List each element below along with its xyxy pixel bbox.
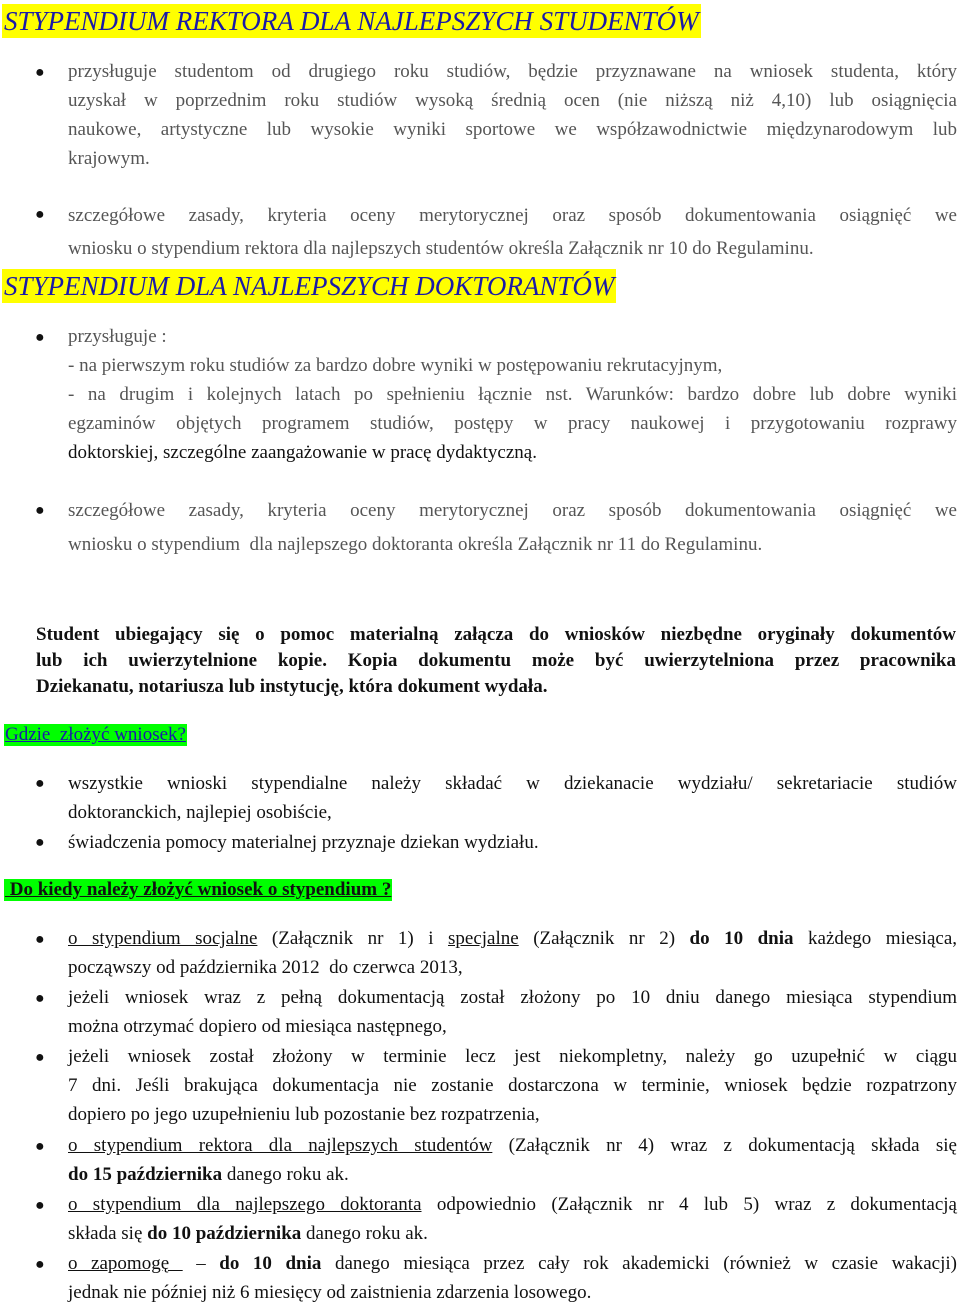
bullet-icon: ● xyxy=(35,206,45,223)
bullet-icon: ● xyxy=(35,1138,45,1155)
paragraph-doctoral-eligibility: przysługuje : - na pierwszym roku studiów za bardzo dobre wyniki w postępowaniu rekrutacyjnym, - na drugim i kolejnych latach po spełnieniu łącznie nst. Warunków: bardzo dobre lub dobre wyniki egzaminów objętych programem studiów, postępy w pracy naukowej i przygotowaniu rozprawy doktorskiej, szczególne zaangażowanie w pracę dydaktyczną. xyxy=(68,326,957,463)
paragraph-deadline-incomplete: jeżeli wniosek został złożony w terminie lecz jest niekompletny, należy go uzupełnić w ciągu 7 dni. Jeśli brakująca dokumentacja nie zostanie dostarczona w terminie, wniosek będzie rozpatrzony dopiero po jego uzupełnieniu lub pozostanie bez rozpatrzenia, xyxy=(68,1046,957,1125)
heading-deadlines: Do kiedy należy złożyć wniosek o stypendium ? xyxy=(5,879,392,900)
bullet-icon: ● xyxy=(35,64,45,81)
paragraph-dean-grants: świadczenia pomocy materialnej przyznaje dziekan wydziału. xyxy=(68,832,539,853)
paragraph-doctoral-rules: szczegółowe zasady, kryteria oceny merytorycznej oraz sposób dokumentowania osiągnięć we wniosku o stypendium dla najlepszego doktoranta określa Załącznik nr 11 do Regulaminu. xyxy=(68,500,957,555)
bullet-icon: ● xyxy=(35,329,45,346)
bullet-icon: ● xyxy=(35,502,45,519)
bullet-icon: ● xyxy=(35,1256,45,1273)
heading-rector-scholarship: STYPENDIUM REKTORA DLA NAJLEPSZYCH STUDENTÓW xyxy=(4,6,699,36)
paragraph-deadline-social: o stypendium socjalne (Załącznik nr 1) i specjalne (Załącznik nr 2) do 10 dnia każdego miesiąca, począwszy od października 2012 do czerwca 2013, xyxy=(68,928,958,978)
bullet-icon: ● xyxy=(35,775,45,792)
bullet-icon: ● xyxy=(35,990,45,1007)
bullet-icon: ● xyxy=(35,931,45,948)
paragraph-deadline-allowance: o zapomogę – do 10 dnia danego miesiąca przez cały rok akademicki (również w czasie wakacji) jednak nie później niż 6 miesięcy od zaistnienia zdarzenia losowego. xyxy=(68,1253,957,1303)
paragraph-deadline-doctoral: o stypendium dla najlepszego doktoranta odpowiednio (Załącznik nr 4 lub 5) wraz z dokumentacją składa się do 10 października danego roku ak. xyxy=(68,1194,957,1244)
heading-where-to-submit: Gdzie złożyć wniosek? xyxy=(5,724,186,745)
heading-doctoral-scholarship: STYPENDIUM DLA NAJLEPSZYCH DOKTORANTÓW xyxy=(4,271,615,301)
paragraph-submit-office: wszystkie wnioski stypendialne należy składać w dziekanacie wydziału/ sekretariacie studiów doktoranckich, najlepiej osobiście, xyxy=(68,773,957,823)
paragraph-deadline-late: jeżeli wniosek wraz z pełną dokumentacją został złożony po 10 dniu danego miesiąca stypendium można otrzymać dopiero od miesiąca następnego, xyxy=(68,987,957,1037)
bullet-icon: ● xyxy=(35,1197,45,1214)
paragraph-deadline-rector: o stypendium rektora dla najlepszych studentów (Załącznik nr 4) wraz z dokumentacją składa się do 15 października danego roku ak. xyxy=(68,1135,957,1185)
documents-note: Student ubiegający się o pomoc materialną załącza do wniosków niezbędne oryginały dokumentów lub ich uwierzytelnione kopie. Kopia dokumentu może być uwierzytelniona przez pracownika Dziekanatu, notariusza lub instytucję, która dokument wydała. xyxy=(36,624,956,697)
paragraph-rector-eligibility: przysługuje studentom od drugiego roku studiów, będzie przyznawane na wniosek studenta, który uzyskał w poprzednim roku studiów wysoką średnią ocen (nie niższą niż 4,10) lub osiągnięcia naukowe, artystyczne lub wysokie wyniki sportowe we współzawodnictwie międzynarodowym lub krajowym. xyxy=(68,61,957,169)
paragraph-rector-rules: szczegółowe zasady, kryteria oceny merytorycznej oraz sposób dokumentowania osiągnięć we wniosku o stypendium rektora dla najlepszych studentów określa Załącznik nr 10 do Regulaminu. xyxy=(68,205,957,259)
bullet-icon: ● xyxy=(35,834,45,851)
bullet-icon: ● xyxy=(35,1049,45,1066)
